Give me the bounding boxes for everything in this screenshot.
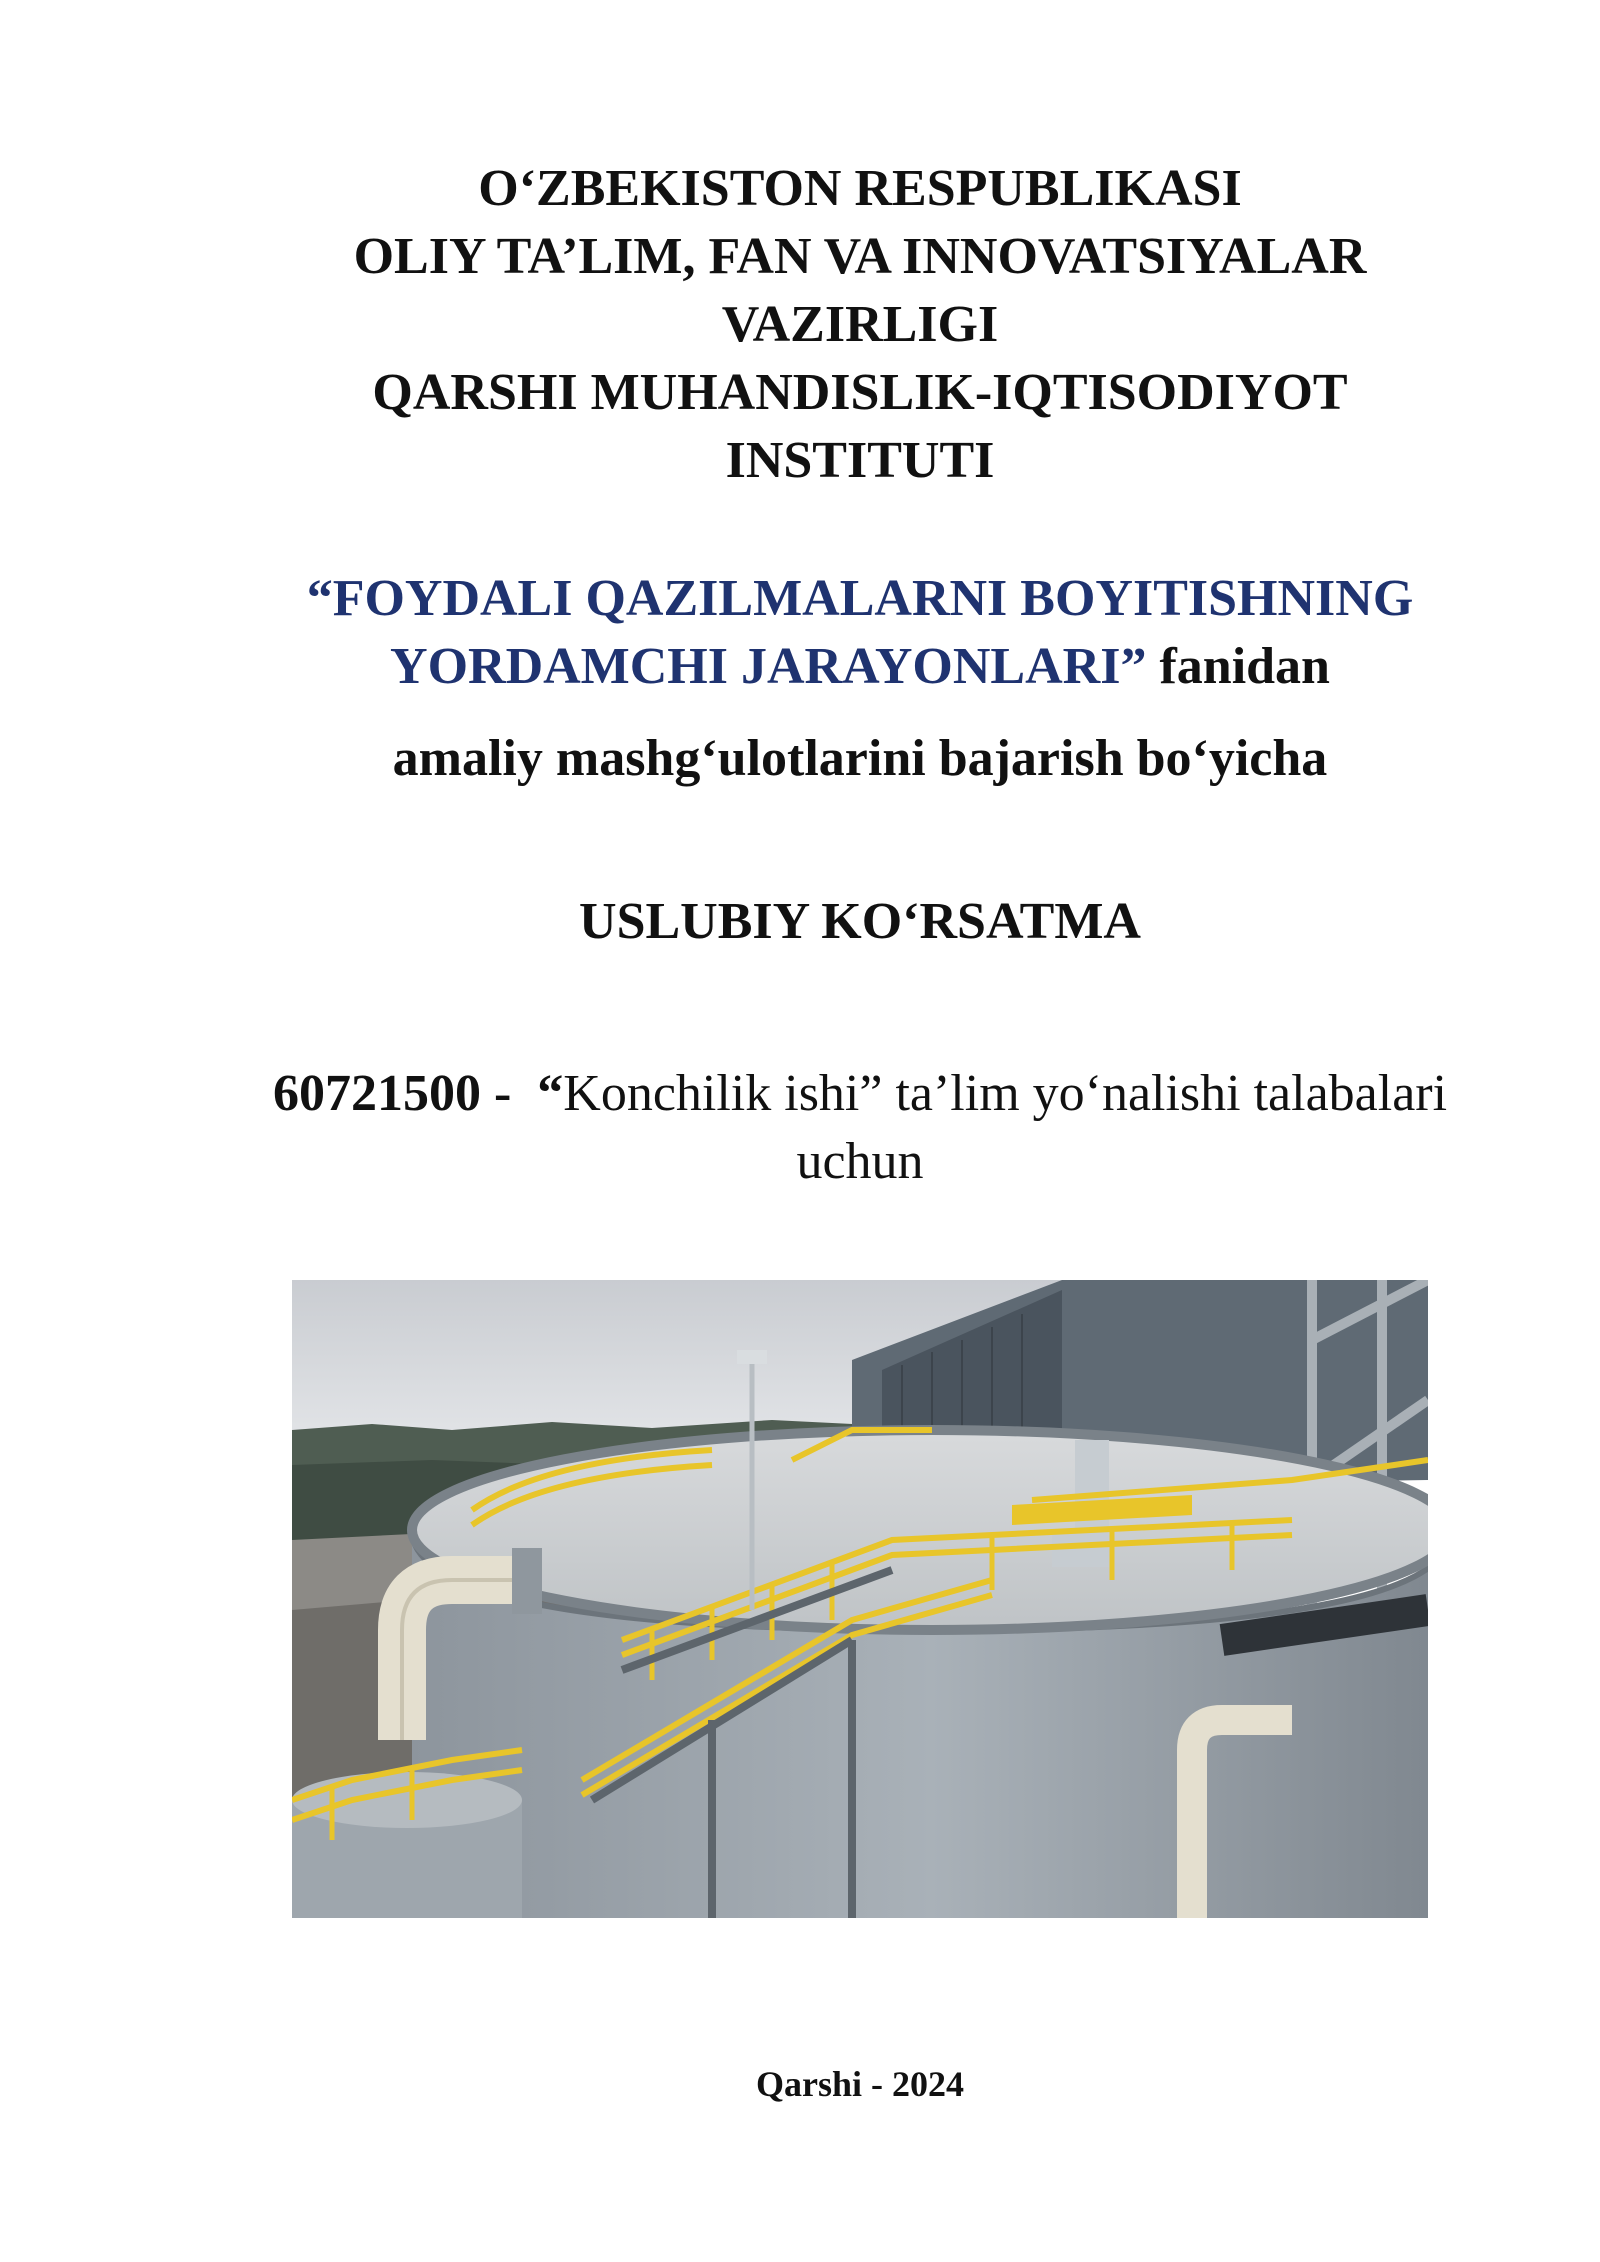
header-institute-cont: INSTITUTI bbox=[725, 432, 995, 489]
audience-line1: Konchilik ishi” ta’lim yo‘nalishi talabalari bbox=[563, 1065, 1448, 1122]
audience-text bbox=[240, 1060, 1480, 1196]
city-year: Qarshi - 2024 bbox=[755, 2064, 964, 2104]
header-institute: QARSHI MUHANDISLIK-IQTISODIYOT bbox=[372, 364, 1348, 421]
document-type: USLUBIY KO‘RSATMA bbox=[579, 893, 1141, 950]
header-country: O‘ZBEKISTON RESPUBLIKASI bbox=[478, 160, 1242, 217]
institution-header bbox=[240, 155, 1480, 495]
cover-photo bbox=[292, 1280, 1428, 1918]
header-ministry: OLIY TA’LIM, FAN VA INNOVATSIYALAR bbox=[353, 228, 1367, 285]
audience-line2: uchun bbox=[796, 1133, 924, 1190]
subject-title-line2: YORDAMCHI JARAYONLARI” bbox=[390, 638, 1147, 695]
subject-title-line1: “FOYDALI QAZILMALARNI BOYITISHNING bbox=[306, 570, 1414, 627]
header-ministry-cont: VAZIRLIGI bbox=[721, 296, 999, 353]
subject-title-line2-row bbox=[240, 633, 1480, 701]
subject-title bbox=[240, 565, 1480, 701]
audience-row1 bbox=[240, 1060, 1480, 1128]
audience-quote-open: “ bbox=[537, 1065, 564, 1122]
program-code: 60721500 - bbox=[272, 1065, 512, 1122]
purpose-text: amaliy mashg‘ulotlarini bajarish bo‘yicha bbox=[392, 730, 1328, 787]
subject-suffix: fanidan bbox=[1159, 638, 1330, 695]
